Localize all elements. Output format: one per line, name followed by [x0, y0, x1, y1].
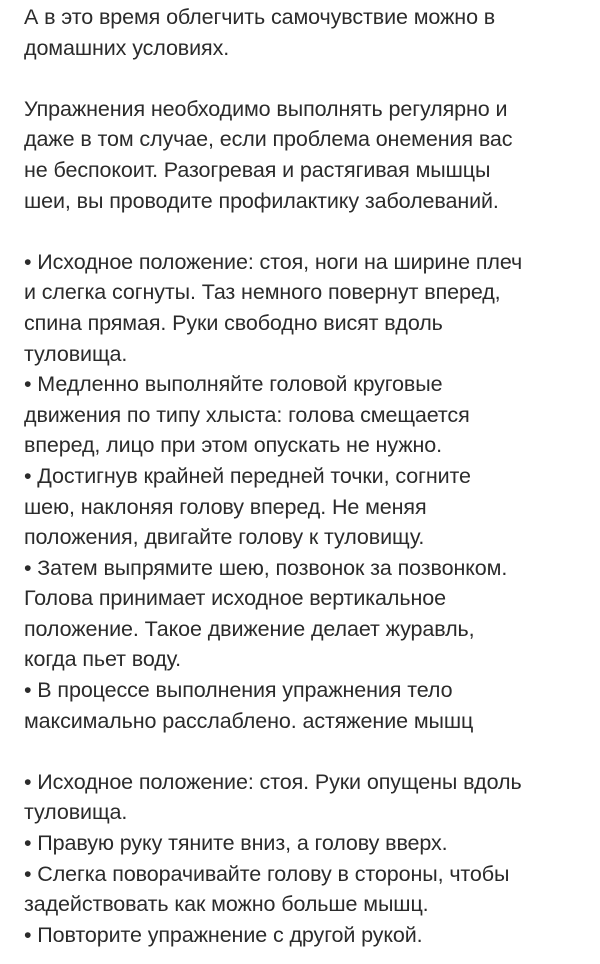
text-line: даже в том случае, если проблема онемения вас: [24, 127, 513, 152]
text-line: максимально расслаблено. астяжение мышц: [24, 708, 474, 733]
text-line: туловища.: [24, 341, 128, 366]
text-line: не беспокоит. Разогревая и растягивая мышцы: [24, 157, 491, 182]
text-line: туловища.: [24, 800, 128, 825]
bullet-line: • Медленно выполняйте головой круговые: [24, 372, 443, 397]
paragraph-gap: [24, 736, 586, 767]
bullet-line: • Достигнув крайней передней точки, согните: [24, 463, 471, 488]
paragraph-gap: [24, 216, 586, 247]
text-line: и слегка согнуты. Таз немного повернут вперед,: [24, 280, 501, 305]
bullet-line: • Слегка поворачивайте голову в стороны, чтобы: [24, 861, 510, 886]
text-line: Упражнения необходимо выполнять регулярно и: [24, 96, 508, 121]
text-line: Голова принимает исходное вертикальное: [24, 586, 446, 611]
paragraph-gap: [24, 63, 586, 94]
bullet-line: • Исходное положение: стоя. Руки опущены вдоль: [24, 769, 522, 794]
text-line: движения по типу хлыста: голова смещается: [24, 402, 470, 427]
bullet-line: • Исходное положение: стоя, ноги на ширине плеч: [24, 249, 523, 274]
text-line: задействовать как можно больше мышц.: [24, 892, 429, 917]
text-line: положение. Такое движение делает журавль,: [24, 616, 475, 641]
text-line: вперед, лицо при этом опускать не нужно.: [24, 433, 443, 458]
text-line: спина прямая. Руки свободно висят вдоль: [24, 310, 443, 335]
text-line: положения, двигайте голову к туловищу.: [24, 525, 425, 550]
bullet-line: • Повторите упражнение с другой рукой.: [24, 922, 423, 947]
text-line: домашних условиях.: [24, 35, 230, 60]
text-line: А в это время облегчить самочувствие можно в: [24, 5, 496, 29]
text-line: шеи, вы проводите профилактику заболеваний.: [24, 188, 499, 213]
bullet-line: • В процессе выполнения упражнения тело: [24, 678, 453, 703]
bullet-line: • Затем выпрямите шею, позвонок за позвонком.: [24, 555, 508, 580]
bullet-line: • Правую руку тяните вниз, а голову вверх.: [24, 831, 448, 856]
text-line: шею, наклоняя голову вперед. Не меняя: [24, 494, 427, 519]
text-line: когда пьет воду.: [24, 647, 182, 672]
